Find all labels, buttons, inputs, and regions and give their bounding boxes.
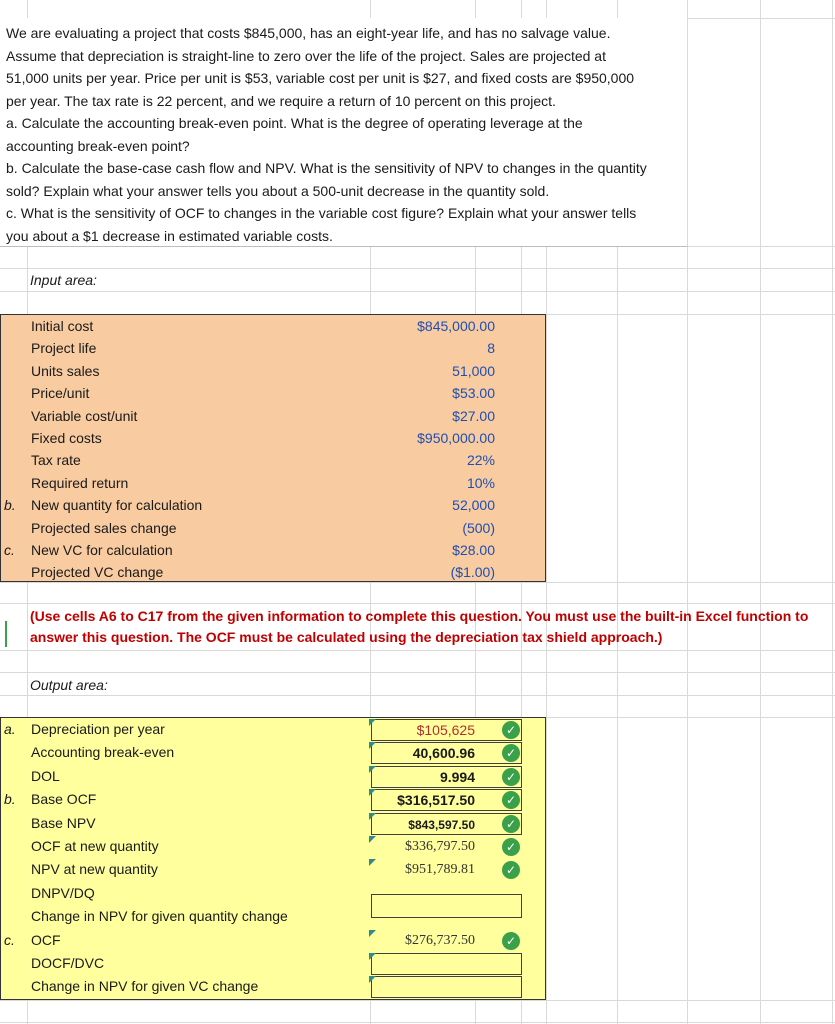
- output-row-npv-quantity-change: [1, 906, 547, 928]
- row-label: Change in NPV for given quantity change: [31, 908, 288, 925]
- problem-line: a. Calculate the accounting break-even point. What is the degree of operating leverage at the: [6, 115, 583, 131]
- instruction-note: (Use cells A6 to C17 from the given information to complete this question. You must use the built-in Excel function to answer this question. The OCF must be calculated using the depreciation tax shield approach.): [30, 608, 809, 645]
- correct-check-icon: ✓: [502, 721, 520, 739]
- answer-value: $336,797.50: [405, 839, 475, 854]
- row-label: Tax rate: [31, 452, 81, 469]
- answer-cell-empty[interactable]: [371, 894, 522, 918]
- row-value[interactable]: 22%: [466, 452, 495, 469]
- output-row-npv-vc-change: [1, 976, 547, 998]
- correct-check-icon: ✓: [502, 744, 520, 762]
- output-row-dol: [1, 766, 547, 788]
- answer-cell[interactable]: [371, 789, 522, 811]
- row-label: Accounting break-even: [31, 744, 175, 761]
- output-row-ocf-new-quantity: [1, 836, 547, 858]
- row-label: Depreciation per year: [31, 721, 165, 737]
- input-area: [0, 314, 546, 582]
- answer-cell[interactable]: [371, 742, 522, 764]
- row-label: DOL: [31, 767, 60, 784]
- problem-line: Assume that depreciation is straight-line to zero over the life of the project. Sales are projected at: [6, 47, 606, 64]
- input-row-fixed-costs[interactable]: [1, 428, 547, 450]
- input-row-required-return[interactable]: [1, 473, 547, 495]
- row-label: Fixed costs: [31, 430, 102, 446]
- row-value[interactable]: $950,000.00: [417, 430, 495, 446]
- row-label: Projected VC change: [31, 564, 164, 581]
- row-label: Project life: [31, 340, 97, 357]
- answer-value: $105,625: [416, 722, 475, 738]
- answer-value: 40,600.96: [412, 745, 475, 762]
- problem-line: per year. The tax rate is 22 percent, and we require a return of 10 percent on this project.: [6, 92, 556, 109]
- row-label: Base OCF: [31, 791, 97, 808]
- row-value[interactable]: $28.00: [452, 542, 495, 558]
- comment-indicator-icon: [369, 766, 376, 773]
- comment-indicator-icon: [369, 789, 376, 796]
- answer-value: $276,737.50: [405, 932, 475, 948]
- answer-cell-empty[interactable]: [371, 953, 522, 975]
- problem-line: you about a $1 decrease in estimated variable costs.: [6, 227, 333, 244]
- output-area: [0, 717, 546, 1000]
- row-label: Initial cost: [31, 318, 94, 334]
- row-value[interactable]: 52,000: [452, 497, 495, 514]
- problem-line: We are evaluating a project that costs $845,000, has an eight-year life, and has no salvage value.: [6, 25, 611, 41]
- problem-line: 51,000 units per year. Price per unit is $53, variable cost per unit is $27, and fixed costs are $950,000: [6, 70, 635, 86]
- row-prefix: c.: [4, 542, 15, 558]
- row-value[interactable]: $53.00: [452, 385, 495, 402]
- input-row-price-unit[interactable]: [1, 383, 547, 405]
- output-row-base-npv: [1, 813, 547, 835]
- input-row-new-quantity[interactable]: [1, 495, 547, 517]
- answer-value: 9.994: [439, 768, 475, 785]
- input-row-vc-change[interactable]: [1, 562, 547, 584]
- correct-check-icon: ✓: [502, 768, 520, 786]
- output-area-heading: Output area:: [30, 677, 108, 693]
- row-value[interactable]: ($1.00): [450, 564, 495, 581]
- row-prefix: a.: [4, 721, 16, 737]
- problem-line: b. Calculate the base-case cash flow and NPV. What is the sensitivity of NPV to changes in the quantity: [6, 160, 647, 176]
- correct-check-icon: ✓: [502, 815, 520, 833]
- row-value[interactable]: $27.00: [452, 407, 495, 424]
- comment-indicator-icon: [369, 813, 376, 820]
- row-label: OCF at new quantity: [31, 838, 159, 854]
- answer-cell[interactable]: [371, 766, 522, 788]
- output-row-depreciation: [1, 719, 547, 741]
- row-label: Price/unit: [31, 385, 90, 402]
- answer-cell[interactable]: [371, 836, 522, 858]
- correct-check-icon: ✓: [502, 791, 520, 809]
- correct-check-icon: ✓: [502, 861, 520, 879]
- row-label: DOCF/DVC: [31, 955, 105, 971]
- input-row-variable-cost[interactable]: [1, 406, 547, 428]
- row-value[interactable]: 8: [487, 340, 495, 357]
- problem-line: c. What is the sensitivity of OCF to changes in the variable cost figure? Explain what your answer tells: [6, 205, 637, 221]
- output-row-docf-dvc: [1, 953, 547, 975]
- problem-line: sold? Explain what your answer tells you about a 500-unit decrease in the quantity sold.: [6, 182, 550, 199]
- output-row-base-ocf: [1, 789, 547, 811]
- row-prefix: c.: [4, 931, 15, 948]
- answer-cell[interactable]: [371, 719, 522, 741]
- input-row-tax-rate[interactable]: [1, 450, 547, 472]
- row-label: Required return: [31, 474, 129, 491]
- answer-value: $951,789.81: [405, 862, 475, 878]
- answer-value: $843,597.50: [408, 817, 475, 832]
- row-label: NPV at new quantity: [31, 861, 158, 878]
- row-prefix: b.: [4, 497, 16, 514]
- comment-indicator-icon: [369, 976, 376, 983]
- row-value[interactable]: 10%: [466, 474, 495, 491]
- comment-indicator-icon: [369, 859, 376, 866]
- input-row-units-sales[interactable]: [1, 361, 547, 383]
- correct-check-icon: ✓: [502, 932, 520, 950]
- comment-indicator-icon: [369, 719, 376, 726]
- row-value[interactable]: $845,000.00: [417, 318, 495, 334]
- answer-value: $316,517.50: [397, 792, 475, 809]
- output-row-ocf: [1, 930, 547, 952]
- input-row-project-life[interactable]: [1, 338, 547, 360]
- row-label: Change in NPV for given VC change: [31, 978, 259, 995]
- row-prefix: b.: [4, 791, 16, 808]
- problem-line: accounting break-even point?: [6, 137, 190, 154]
- row-label: Units sales: [31, 362, 100, 379]
- answer-cell-empty[interactable]: [371, 976, 522, 998]
- problem-statement[interactable]: [0, 18, 688, 247]
- comment-indicator-icon: [369, 953, 376, 960]
- answer-cell[interactable]: [371, 813, 522, 835]
- row-label: Variable cost/unit: [31, 407, 138, 424]
- row-label: OCF: [31, 931, 61, 948]
- row-label: New VC for calculation: [31, 542, 173, 558]
- comment-indicator-icon: [369, 742, 376, 749]
- correct-check-icon: ✓: [502, 838, 520, 856]
- answer-cell[interactable]: [371, 930, 522, 952]
- input-row-sales-change[interactable]: [1, 518, 547, 540]
- row-label: Base NPV: [31, 814, 96, 831]
- input-row-new-vc[interactable]: [1, 540, 547, 562]
- note-marker: [5, 621, 7, 647]
- row-value[interactable]: 51,000: [452, 362, 495, 379]
- answer-cell[interactable]: [371, 859, 522, 881]
- output-row-npv-new-quantity: [1, 859, 547, 881]
- input-area-heading: Input area:: [30, 272, 97, 288]
- comment-indicator-icon: [369, 836, 376, 843]
- row-label: DNPV/DQ: [31, 884, 95, 901]
- output-row-break-even: [1, 742, 547, 764]
- comment-indicator-icon: [369, 930, 376, 937]
- row-value[interactable]: (500): [462, 519, 495, 536]
- row-label: Projected sales change: [31, 519, 177, 536]
- row-label: New quantity for calculation: [31, 497, 203, 514]
- input-row-initial-cost[interactable]: [1, 316, 547, 338]
